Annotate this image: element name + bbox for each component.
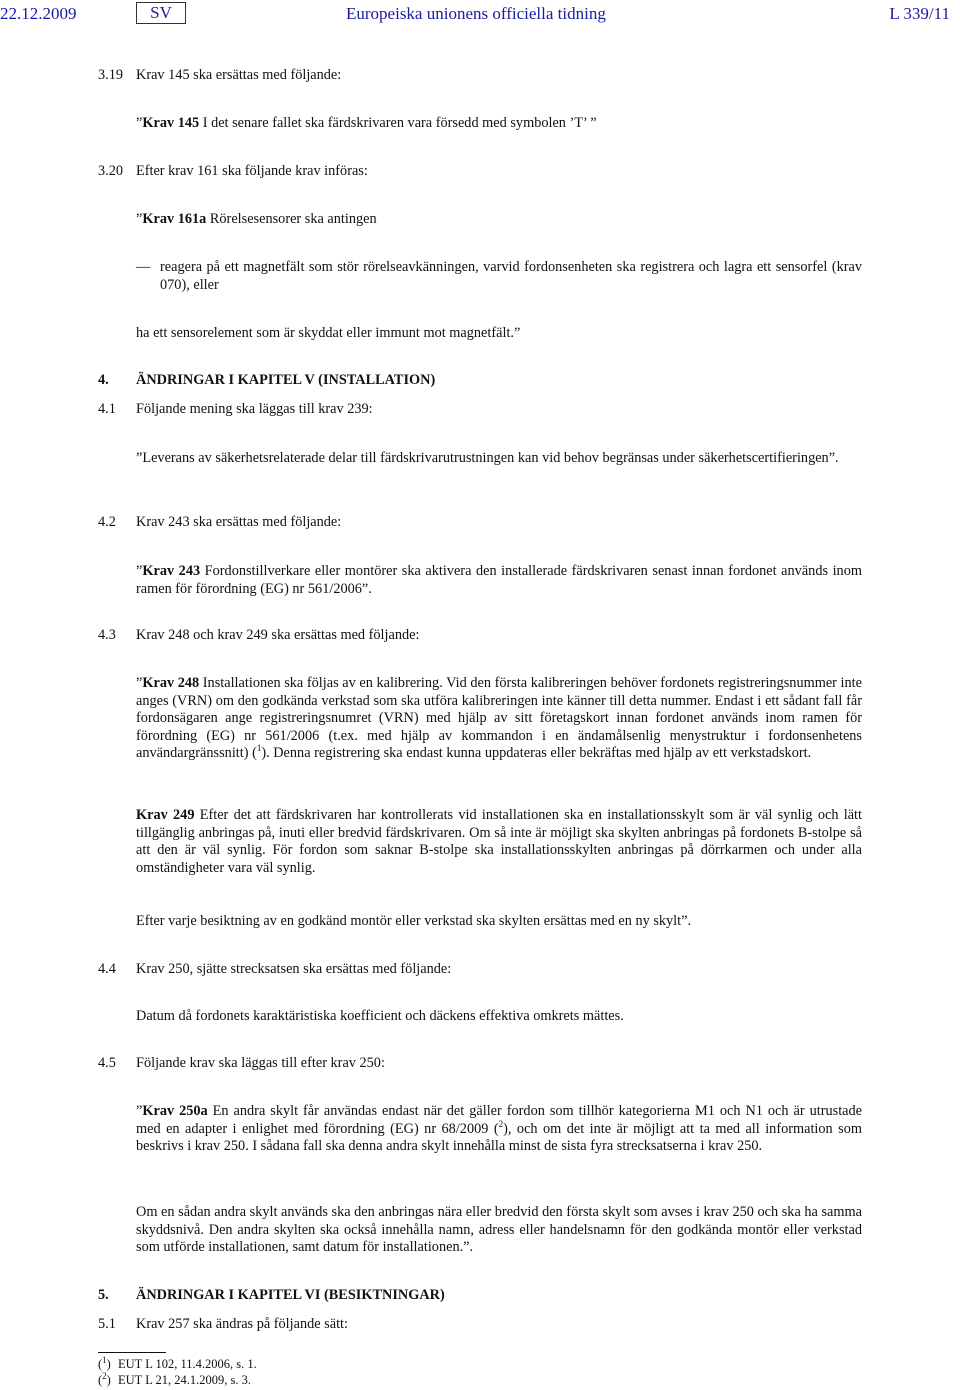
publication-date: 22.12.2009 bbox=[0, 4, 77, 23]
requirement-label: Krav 243 bbox=[142, 563, 201, 579]
requirement-text bbox=[136, 675, 862, 763]
requirement-text: Efter varje besiktning av en godkänd montör eller verkstad ska skylten ersättas med en ny skylt”. bbox=[136, 913, 692, 929]
page-header bbox=[0, 2, 960, 26]
requirement-body: En andra skylt får användas endast när det gäller fordon som tillhör kategorierna M1 och N1 och är utrustade med en adapter i enlighet med förordning (EG) nr 68/2009 ( bbox=[136, 1103, 862, 1137]
requirement-body: Fordonstillverkare eller montörer ska aktivera den installerade färdskrivaren senast innan fordonet används inom ramen för förordning (EG) nr 561/2006”. bbox=[136, 563, 862, 597]
quote-mark: ” bbox=[136, 115, 143, 131]
requirement-text bbox=[136, 211, 862, 229]
chapter-number: 5. bbox=[98, 1287, 109, 1303]
section-number: 3.19 bbox=[98, 67, 124, 83]
dash-marker: — bbox=[136, 259, 151, 275]
footnote-paren: ) bbox=[106, 1373, 111, 1387]
section-number: 4.4 bbox=[98, 961, 116, 977]
quote-mark: ” bbox=[136, 1103, 143, 1119]
language-badge: SV bbox=[136, 2, 186, 24]
footnote-text: EUT L 102, 11.4.2006, s. 1. bbox=[118, 1357, 257, 1371]
section-intro: Krav 257 ska ändras på följande sätt: bbox=[136, 1316, 349, 1332]
section-intro: Krav 250, sjätte strecksatsen ska ersättas med följande: bbox=[136, 961, 452, 977]
chapter-number: 4. bbox=[98, 372, 109, 388]
requirement-body: ). Denna registrering ska endast kunna uppdateras eller bekräftas med hjälp av ett verkstadskort. bbox=[261, 745, 812, 762]
requirement-label: Krav 249 bbox=[136, 807, 195, 823]
requirement-label: Krav 161a bbox=[142, 211, 207, 227]
journal-title: Europeiska unionens officiella tidning bbox=[346, 4, 606, 23]
footnote-divider bbox=[98, 1352, 166, 1353]
requirement-label: Krav 248 bbox=[142, 675, 200, 691]
section-number: 4.3 bbox=[98, 627, 116, 643]
section-number: 5.1 bbox=[98, 1316, 116, 1332]
chapter-heading: ÄNDRINGAR I KAPITEL V (INSTALLATION) bbox=[136, 372, 436, 388]
footnote-paren: ) bbox=[106, 1357, 111, 1371]
section-intro: Följande krav ska läggas till efter krav 250: bbox=[136, 1055, 385, 1071]
section-intro: Följande mening ska läggas till krav 239: bbox=[136, 401, 373, 417]
requirement-body: I det senare fallet ska färdskrivaren vara försedd med symbolen ’T’ ” bbox=[199, 115, 597, 131]
footnote bbox=[98, 1370, 251, 1388]
footnote-ref: 1 bbox=[256, 743, 262, 754]
section-intro: Krav 145 ska ersättas med följande: bbox=[136, 67, 342, 83]
requirement-body: Installationen ska följas av en kalibrering. Vid den första kalibreringen behöver fordonets registreringsnummer inte anges (VRN) om den godkända verkstad som ska utföra kalibreringen inte känner till detta nummer. Endast i ett sådant fall får fordonsägaren ange registreringsnumret (VRN) med hjälp av sitt företagskort innan fordonet används inom ramen för förordning (EG) nr 561/2006 (t.ex. med hjälp av kommandon i en ändamålsenlig menystruktur i fordonsenhetens användargränssnitt) ( bbox=[136, 675, 862, 762]
footnote-text: EUT L 21, 24.1.2009, s. 3. bbox=[118, 1373, 251, 1387]
footnote-mark: 2 bbox=[102, 1370, 107, 1381]
requirement-label: Krav 145 bbox=[142, 115, 200, 131]
footnote-paren: ( bbox=[98, 1357, 103, 1371]
requirement-text bbox=[136, 115, 862, 133]
requirement-body: ), och om det inte är möjligt att ta med all information som beskrivs i krav 250. I sådana fall ska denna andra skylt innehålla minst de sista fyra strecksatserna i krav 250. bbox=[136, 1120, 862, 1155]
quote-mark: ” bbox=[136, 211, 143, 227]
requirement-text: Datum då fordonets karaktäristiska koefficient och däckens effektiva omkrets mättes. bbox=[136, 1008, 624, 1024]
requirement-body: Rörelsesensorer ska antingen bbox=[206, 211, 377, 227]
footnote bbox=[98, 1354, 257, 1372]
page-number: L 339/11 bbox=[889, 4, 950, 23]
section-intro: Krav 248 och krav 249 ska ersättas med följande: bbox=[136, 627, 420, 643]
footnote-paren: ( bbox=[98, 1373, 103, 1387]
dash-item-text: reagera på ett magnetfält som stör rörelseavkänningen, varvid fordonsenheten ska registrera och lagra ett sensorfel (krav 070), eller bbox=[160, 259, 862, 293]
requirement-body: Efter det att färdskrivaren har kontrollerats vid installationen ska en installationsskylt som är väl synlig och lätt tillgänglig anbringas på, inuti eller bredvid färdskrivaren. Om så inte är möjligt ska skylten anbringas på fordonets B-stolpe så att den är väl synlig. För fordon som saknar B-stolpe ska installationsskylten anbringas på dörrkarmen och under alla omständigheter vara väl synlig. bbox=[136, 807, 862, 876]
section-number: 3.20 bbox=[98, 163, 124, 179]
requirement-text bbox=[136, 1103, 862, 1156]
section-number: 4.1 bbox=[98, 401, 116, 417]
section-number: 4.5 bbox=[98, 1055, 116, 1071]
section-intro: Efter krav 161 ska följande krav införas: bbox=[136, 163, 368, 179]
footnote-mark: 1 bbox=[102, 1354, 107, 1365]
quote-mark: ” bbox=[136, 563, 143, 579]
section-intro: Krav 243 ska ersättas med följande: bbox=[136, 514, 342, 530]
requirement-label: Krav 250a bbox=[142, 1103, 208, 1119]
section-number: 4.2 bbox=[98, 514, 116, 530]
requirement-text: ha ett sensorelement som är skyddat eller immunt mot magnetfält.” bbox=[136, 325, 521, 341]
quote-mark: ” bbox=[136, 675, 143, 691]
requirement-text: ”Leverans av säkerhetsrelaterade delar till färdskrivarutrustningen kan vid behov begränsas under säkerhetscertifieringen”. bbox=[136, 450, 839, 466]
footnote-ref: 2 bbox=[498, 1118, 504, 1129]
requirement-text bbox=[136, 807, 862, 877]
requirement-text: Om en sådan andra skylt används ska den anbringas nära eller bredvid den första skylt som avses i krav 250 och ska ha samma skyddsnivå. Den andra skylten ska också innehålla namn, adress eller handelsnamn för den godkända montör eller verkstad som utförde installationen, samt datum för installationen.”. bbox=[136, 1204, 862, 1256]
requirement-text bbox=[136, 563, 862, 598]
chapter-heading: ÄNDRINGAR I KAPITEL VI (BESIKTNINGAR) bbox=[136, 1287, 445, 1303]
